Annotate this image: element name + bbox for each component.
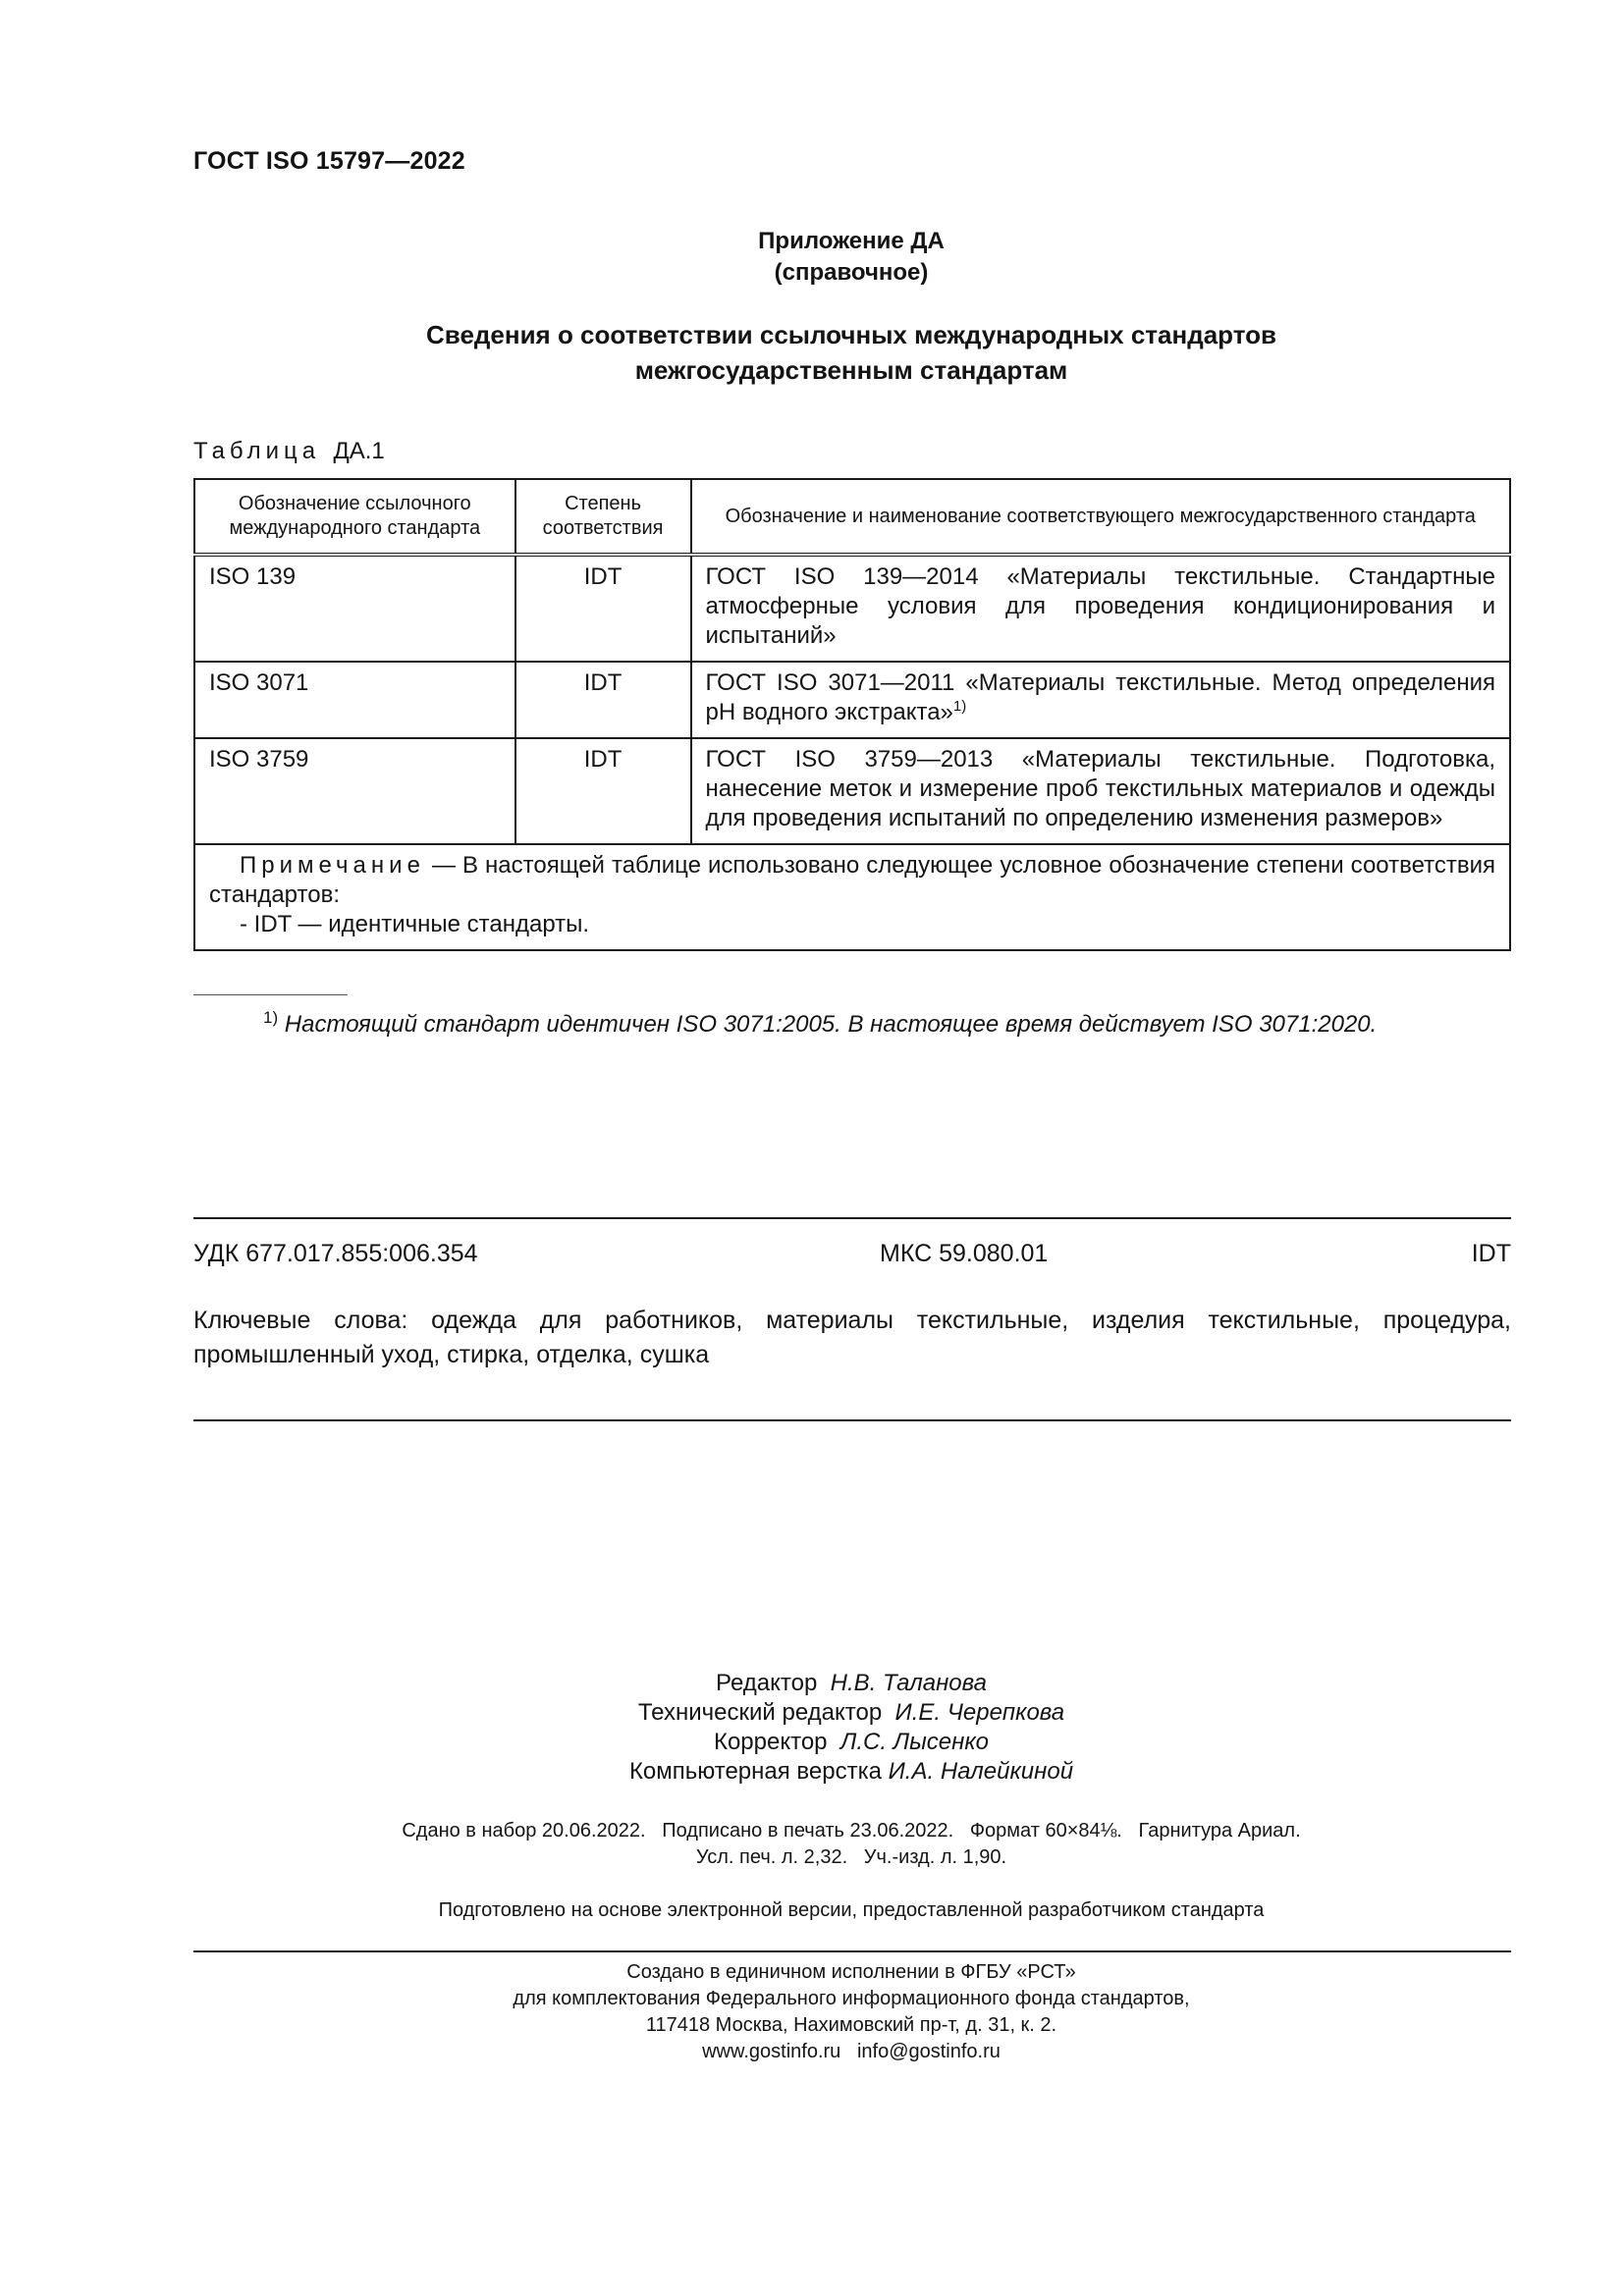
- udk-code: УДК 677.017.855:006.354: [193, 1240, 478, 1267]
- publication-line-1: Сдано в набор 20.06.2022. Подписано в печать 23.06.2022. Формат 60×84⅛. Гарнитура Ариал.: [402, 1820, 1301, 1842]
- publication-line-2: Усл. печ. л. 2,32. Уч.-изд. л. 1,90.: [695, 1846, 1007, 1868]
- credits: [193, 1669, 1509, 1787]
- footnote-mark: 1): [263, 1008, 279, 1027]
- section-title-line-2: межгосударственным стандартам: [634, 355, 1068, 385]
- note-text: — В настоящей таблице использовано следующее условное обозначение степени соответствия стандартов:: [209, 852, 1495, 908]
- footnote-separator: [193, 994, 348, 995]
- cell-intl: ISO 3071: [194, 662, 515, 738]
- credit-line: [193, 1728, 1509, 1757]
- table-note: [194, 844, 1510, 950]
- cell-degree: IDT: [515, 555, 691, 662]
- imprint-line-3: 117418 Москва, Нахимовский пр-т, д. 31, к. 2.: [645, 2014, 1057, 2036]
- cell-intl: ISO 139: [194, 555, 515, 662]
- credit-role: Редактор: [716, 1670, 818, 1696]
- appendix-heading: [193, 226, 1509, 289]
- credit-name: Н.В. Таланова: [830, 1670, 987, 1696]
- cell-degree: IDT: [515, 738, 691, 844]
- table-row: [194, 738, 1510, 844]
- table-row: [194, 555, 1510, 662]
- imprint-line-2: для комплектования Федерального информационного фонда стандартов,: [513, 1988, 1190, 2009]
- note-item: - IDT — идентичные стандарты.: [240, 911, 590, 937]
- table-label-number: ДА.1: [333, 438, 385, 464]
- correspondence-table: [193, 478, 1511, 951]
- cell-gost: [691, 662, 1510, 738]
- divider-imprint: [193, 1950, 1511, 1952]
- credit-name: И.Е. Черепкова: [894, 1699, 1065, 1726]
- table-label-prefix: Таблица: [193, 438, 321, 464]
- table-note-row: [194, 844, 1510, 950]
- section-title-line-1: Сведения о соответствии ссылочных международных стандартов: [426, 320, 1276, 349]
- footnote-reference: 1): [952, 698, 967, 715]
- document-number: ГОСТ ISO 15797—2022: [193, 147, 465, 175]
- credit-line: [193, 1669, 1509, 1698]
- table-header-row: [194, 479, 1510, 555]
- cell-gost-text: ГОСТ ISO 3759—2013 «Материалы текстильные. Подготовка, нанесение меток и измерение проб текстильных материалов и одежды для проведения испытаний по определению изменения размеров»: [705, 746, 1495, 831]
- credit-role: Корректор: [713, 1729, 828, 1755]
- cell-intl: ISO 3759: [194, 738, 515, 844]
- footnote: [263, 1008, 1378, 1039]
- table-label: [193, 438, 385, 465]
- header-intl-standard: Обозначение ссылочного международного стандарта: [194, 479, 515, 555]
- divider-bottom: [193, 1419, 1511, 1421]
- footnote-text: Настоящий стандарт идентичен ISO 3071:2005. В настоящее время действует ISO 3071:2020.: [284, 1011, 1378, 1038]
- imprint-line-1: Создано в единичном исполнении в ФГБУ «РСТ»: [626, 1961, 1076, 1983]
- appendix-title: Приложение ДА: [758, 228, 945, 254]
- imprint: [193, 1959, 1509, 2065]
- table-row: [194, 662, 1510, 738]
- section-title: [193, 317, 1509, 388]
- credit-line: [193, 1757, 1509, 1787]
- note-label: Примечание: [240, 852, 425, 879]
- imprint-line-4: www.gostinfo.ru info@gostinfo.ru: [702, 2041, 1001, 2062]
- prepared-note: Подготовлено на основе электронной версии, предоставленной разработчиком стандарта: [438, 1899, 1265, 1921]
- credit-name: Л.С. Лысенко: [839, 1729, 990, 1755]
- header-degree: Степень соответствия: [515, 479, 691, 555]
- credit-line: [193, 1698, 1509, 1728]
- cell-gost-text: ГОСТ ISO 139—2014 «Материалы текстильные. Стандартные атмосферные условия для проведения кондиционирования и испытаний»: [705, 563, 1495, 649]
- cell-gost: [691, 738, 1510, 844]
- credit-role: Технический редактор: [637, 1699, 883, 1726]
- publication-info: [193, 1818, 1509, 1871]
- mks-code: МКС 59.080.01: [880, 1240, 1049, 1267]
- cell-gost-text: ГОСТ ISO 3071—2011 «Материалы текстильные. Метод определения pH водного экстракта»: [705, 669, 1495, 725]
- keywords: Ключевые слова: одежда для работников, материалы текстильные, изделия текстильные, процедура, промышленный уход, стирка, отделка, сушка: [193, 1307, 1511, 1368]
- cell-gost: [691, 555, 1510, 662]
- divider-top: [193, 1217, 1511, 1219]
- degree-code: IDT: [1471, 1240, 1511, 1267]
- appendix-subtitle: (справочное): [774, 259, 929, 286]
- cell-degree: IDT: [515, 662, 691, 738]
- header-gost-standard: Обозначение и наименование соответствующего межгосударственного стандарта: [691, 479, 1510, 555]
- credit-role: Компьютерная верстка: [628, 1758, 882, 1785]
- credit-name: И.А. Налейкиной: [888, 1758, 1074, 1785]
